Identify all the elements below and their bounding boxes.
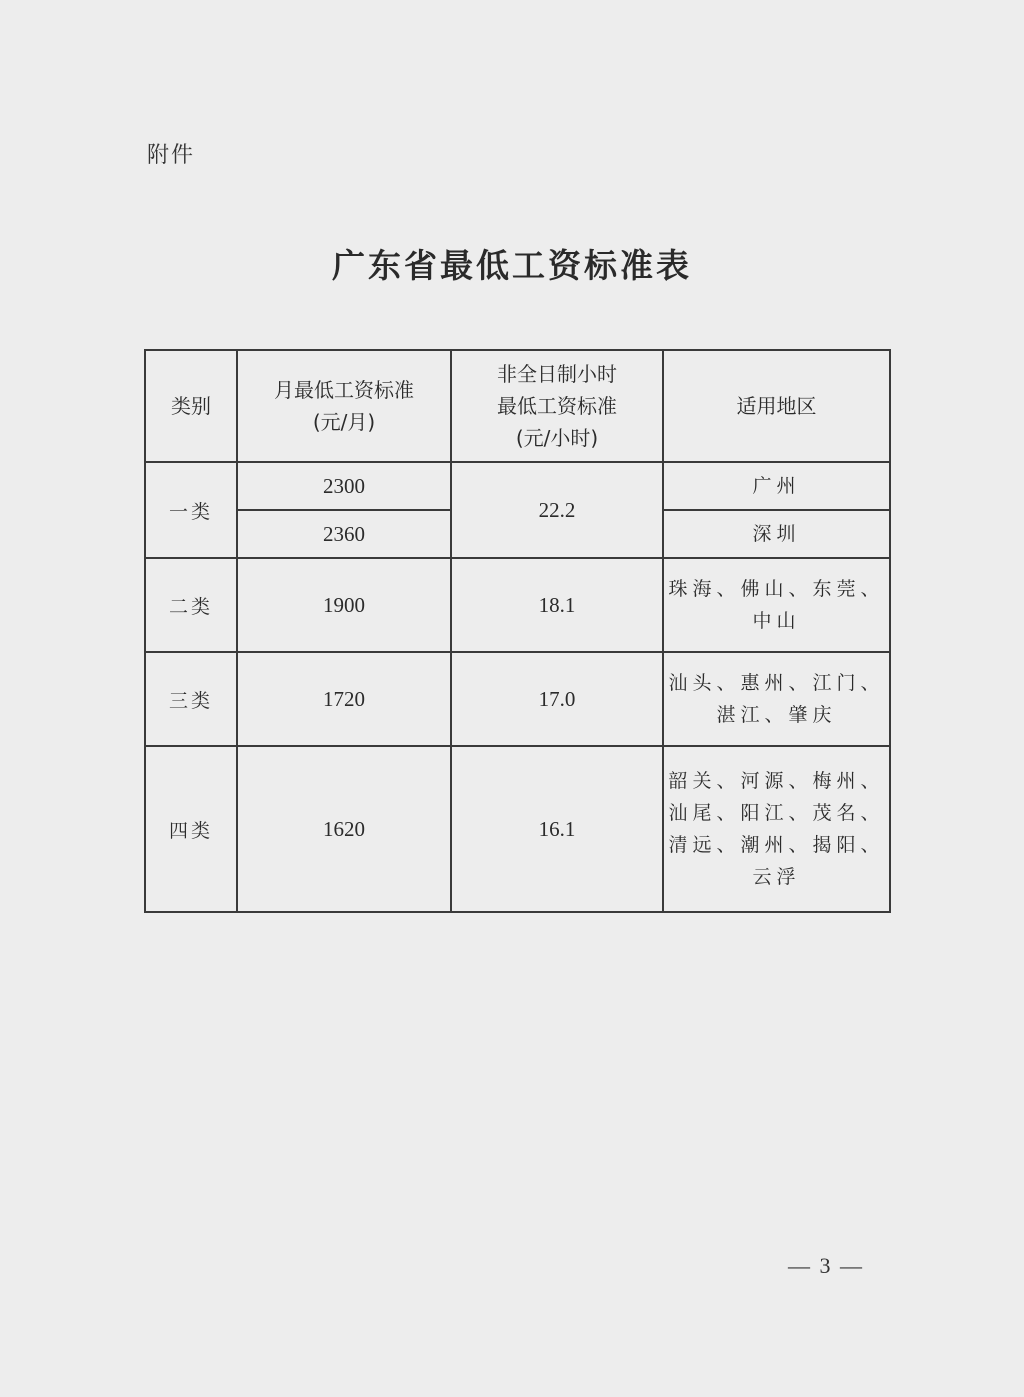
region-cell: 深圳 [663,510,890,558]
monthly-wage-cell: 1720 [237,652,451,746]
table-row [145,746,890,912]
hourly-wage-cell: 16.1 [451,746,663,912]
attachment-label: 附件 [147,143,196,168]
table-header-row [145,350,890,462]
header-monthly-line1: 月最低工资标准 [274,378,414,402]
monthly-wage-cell: 2300 [237,462,451,510]
category-cell: 四类 [145,746,237,912]
hourly-wage-cell: 22.2 [451,462,663,558]
header-category [145,350,237,462]
table-row [145,558,890,652]
header-monthly-line2: (元/月) [312,410,376,434]
header-region [663,350,890,462]
hourly-wage-cell: 18.1 [451,558,663,652]
header-hourly-line1: 非全日制小时 [497,362,617,386]
hourly-wage-cell: 17.0 [451,652,663,746]
category-cell: 一类 [145,462,237,558]
header-monthly [237,350,451,462]
header-hourly-line2: 最低工资标准 [497,394,617,418]
region-cell: 珠海、佛山、东莞、中山 [663,558,890,652]
category-cell: 三类 [145,652,237,746]
document-title: 广东省最低工资标准表 [332,246,692,285]
header-hourly-line3: (元/小时) [515,426,599,450]
category-cell: 二类 [145,558,237,652]
header-category-text: 类别 [171,394,211,418]
header-region-text: 适用地区 [736,394,817,418]
monthly-wage-cell: 2360 [237,510,451,558]
region-cell: 广州 [663,462,890,510]
page-number: — 3 — [788,1253,864,1278]
monthly-wage-cell: 1900 [237,558,451,652]
monthly-wage-cell: 1620 [237,746,451,912]
region-cell: 韶关、河源、梅州、汕尾、阳江、茂名、清远、潮州、揭阳、云浮 [663,746,890,912]
minimum-wage-table [144,349,891,913]
region-cell: 汕头、惠州、江门、湛江、肇庆 [663,652,890,746]
table-row [145,652,890,746]
table-row [145,462,890,510]
header-hourly [451,350,663,462]
